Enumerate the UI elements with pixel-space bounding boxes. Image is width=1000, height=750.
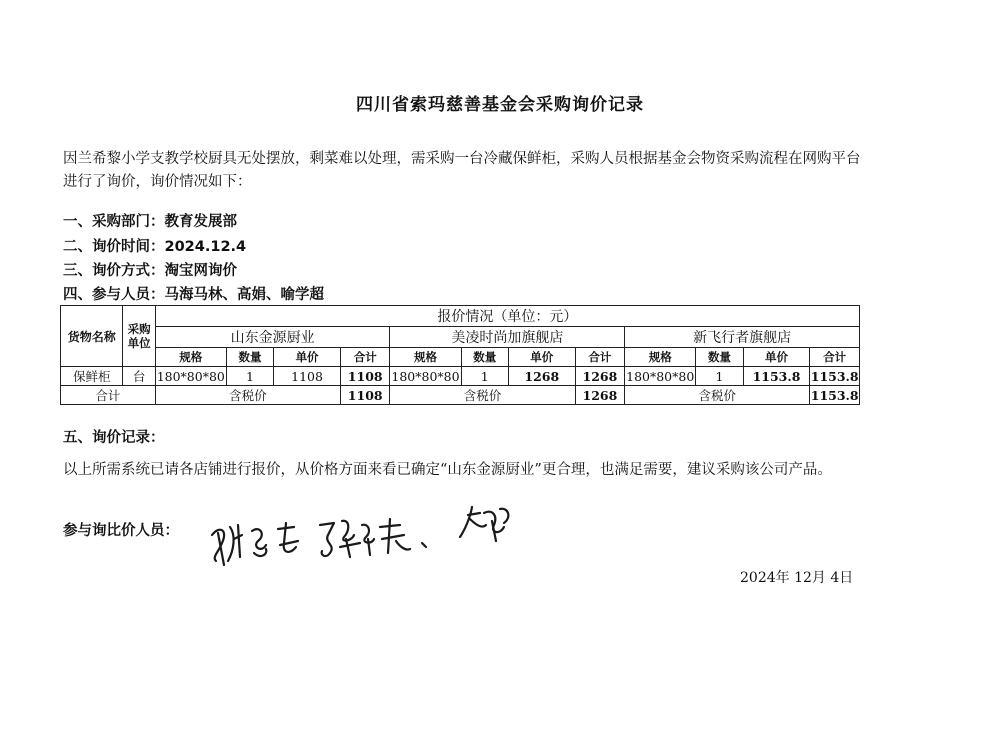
vendor-2-qty: 1 <box>461 367 508 386</box>
vendor-1-price: 1108 <box>274 367 341 386</box>
price-header: 单价 <box>274 348 341 367</box>
unit-cell: 台 <box>123 367 155 386</box>
vendor-1-qty: 1 <box>226 367 273 386</box>
total-row <box>61 386 860 405</box>
vendor-3-subtotal: 1153.8 <box>810 368 859 384</box>
vendor-3-name: 新飞行者旗舰店 <box>625 327 860 348</box>
vendor-1-total: 1108 <box>340 386 390 405</box>
signature-2 <box>320 519 426 557</box>
table-row <box>61 367 860 386</box>
vendor-1-name: 山东金源厨业 <box>155 327 390 348</box>
vendor-2-tax-label: 含税价 <box>390 386 575 405</box>
vendor-2-price: 1268 <box>508 367 575 386</box>
vendor-1-tax-label: 含税价 <box>155 386 340 405</box>
spec-header: 规格 <box>390 348 461 367</box>
procurement-department: 一、采购部门：教育发展部 <box>63 214 237 230</box>
signature-1 <box>212 523 298 565</box>
subtotal-header: 合计 <box>340 348 390 367</box>
vendor-2-total: 1268 <box>575 386 625 405</box>
vendor-2-name: 美凌时尚加旗舰店 <box>390 327 625 348</box>
vendor-2-spec: 180*80*80 <box>391 368 460 384</box>
intro-paragraph: 因兰希黎小学支教学校厨具无处摆放，剩菜难以处理，需采购一台冷藏保鲜柜，采购人员根据基金会物资采购流程在网购平台进行了询价，询价情况如下： <box>63 151 861 190</box>
qty-header: 数量 <box>226 348 273 367</box>
handwritten-signatures <box>200 495 560 570</box>
sub-header-row <box>61 348 860 367</box>
vendor-2-subtotal: 1268 <box>575 367 625 386</box>
spec-header: 规格 <box>625 348 696 367</box>
vendor-3-total: 1153.8 <box>810 387 859 403</box>
price-header: 单价 <box>508 348 575 367</box>
vendor-1-spec: 180*80*80 <box>156 368 225 384</box>
vendor-3-qty: 1 <box>696 367 743 386</box>
vendor-3-tax-label: 含税价 <box>625 386 810 405</box>
vendor-3-spec: 180*80*80 <box>626 368 695 384</box>
spec-header: 规格 <box>155 348 226 367</box>
vendor-row <box>61 327 860 348</box>
signature-3 <box>460 507 508 541</box>
subtotal-header: 合计 <box>575 348 625 367</box>
inquiry-record-heading: 五、询价记录： <box>63 430 165 446</box>
subtotal-header: 合计 <box>810 348 860 367</box>
qty-header: 数量 <box>461 348 508 367</box>
total-label: 合计 <box>61 386 156 405</box>
quote-header: 报价情况（单位：元） <box>155 306 859 327</box>
signing-date: 2024年 12月 4日 <box>740 570 854 586</box>
inquiry-time: 二、询价时间：2024.12.4 <box>63 239 247 255</box>
inquiry-method: 三、询价方式：淘宝网询价 <box>63 263 237 279</box>
participants-label: 参与询比价人员： <box>63 523 179 539</box>
vendor-3-price: 1153.8 <box>743 367 810 386</box>
vendor-1-subtotal: 1108 <box>340 367 390 386</box>
conclusion-paragraph: 以上所需系统已请各店铺进行报价，从价格方面来看已确定“山东金源厨业”更合理，也满足需要，建议采购该公司产品。 <box>63 462 832 478</box>
table-header-row <box>61 306 860 327</box>
unit-header: 采购单位 <box>123 306 155 367</box>
document-title: 四川省索玛慈善基金会采购询价记录 <box>356 95 644 115</box>
quote-table <box>60 305 860 405</box>
goods-name-cell: 保鲜柜 <box>61 367 123 386</box>
participants-list: 四、参与人员：马海马林、高娟、喻学超 <box>63 287 324 303</box>
price-header: 单价 <box>743 348 810 367</box>
qty-header: 数量 <box>696 348 743 367</box>
goods-header: 货物名称 <box>61 306 123 367</box>
